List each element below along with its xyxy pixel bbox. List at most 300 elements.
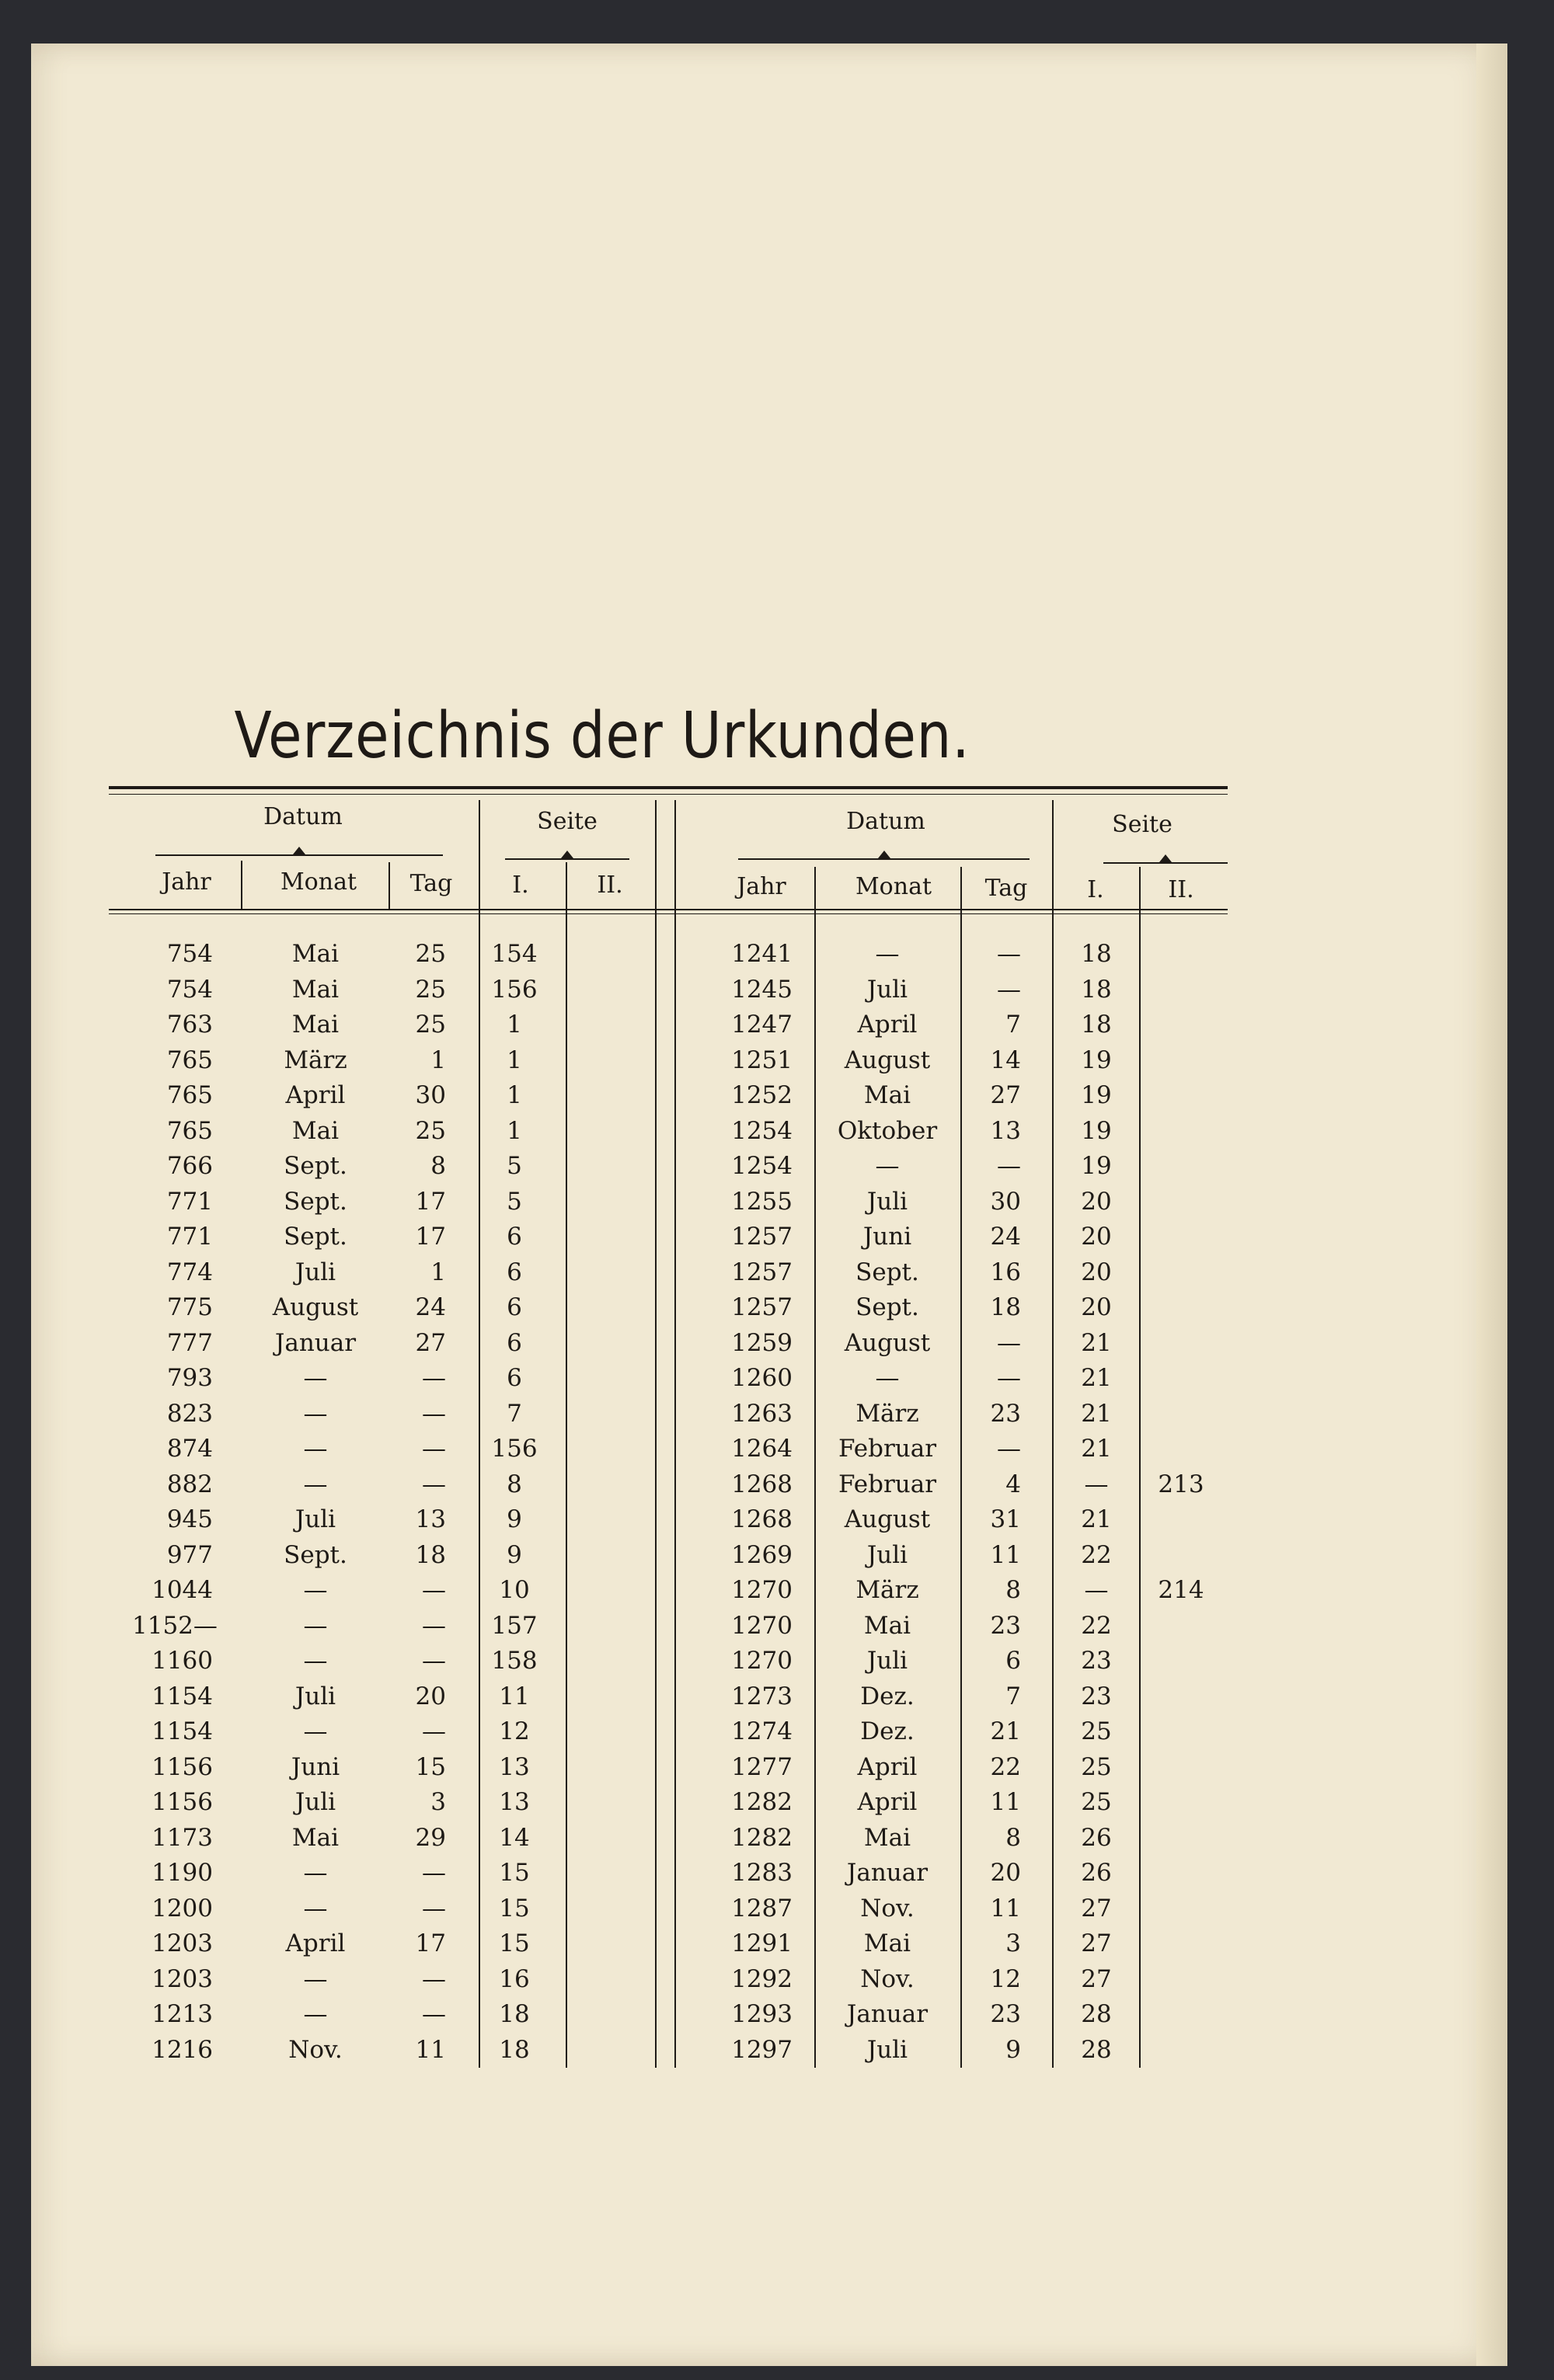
cell-tag: 8 [1005,1823,1021,1852]
cell-seite-ii [1142,1078,1220,1113]
cell-seite-i: 19 [1081,1081,1112,1109]
cell-seite-ii [1142,1856,1220,1891]
cell-monat: Mai [291,940,340,968]
cell-jahr: 775 [166,1293,213,1321]
cell-seite-i: 15 [499,1859,530,1887]
cell-seite-i: 25 [1081,1717,1112,1745]
cell-seite-ii [1142,1397,1220,1432]
cell-seite-ii [1142,1432,1220,1467]
cell-jahr: 793 [166,1364,213,1392]
cell-jahr: 1268 [731,1505,793,1533]
cell-monat: Juli [294,1788,336,1816]
table-row-right [0,1785,1476,1820]
cell-monat: Juli [294,1682,336,1710]
table-row-right [0,1997,1476,2032]
cell-jahr: 1264 [731,1435,793,1463]
cell-seite-i: 21 [1081,1399,1112,1428]
cell-seite-i: 18 [1081,975,1112,1004]
cell-monat: Februar [838,1435,937,1463]
cell-tag: 20 [415,1682,446,1710]
cell-tag: 31 [990,1505,1021,1533]
table-row-right [0,1750,1476,1785]
cell-tag: 17 [415,1223,446,1251]
table-row-right [0,1397,1476,1432]
header-jahr-left: Jahr [162,868,211,896]
cell-seite-ii: 213 [1158,1470,1204,1498]
cell-seite-ii [1142,1149,1220,1184]
cell-seite-i: 157 [491,1611,538,1640]
cell-monat: Oktober [837,1116,938,1145]
cell-tag: — [422,1859,446,1887]
col-rule [241,861,242,909]
cell-monat: Sept. [855,1258,919,1286]
cell-tag: 1 [430,1046,446,1074]
cell-seite-i: 19 [1081,1116,1112,1145]
cell-monat: Mai [863,1611,911,1640]
cell-seite-i: 7 [507,1399,522,1428]
cell-tag: 3 [1005,1929,1021,1957]
cell-tag: 3 [430,1788,446,1816]
cell-monat: — [875,1364,900,1392]
cell-tag: 30 [415,1081,446,1109]
cell-monat: — [303,1964,328,1993]
cell-monat: — [303,1364,328,1392]
cell-seite-i: 6 [507,1293,522,1321]
cell-seite-i: 6 [507,1328,522,1357]
cell-tag: 18 [990,1293,1021,1321]
cell-seite-i: 28 [1081,2000,1112,2028]
cell-seite-i: — [1084,1576,1109,1604]
cell-jahr: 1251 [731,1046,793,1074]
cell-seite-i: 23 [1081,1647,1112,1675]
cell-tag: 11 [990,1540,1021,1569]
cell-seite-i: 16 [499,1964,530,1993]
cell-seite-i: 20 [1081,1258,1112,1286]
cell-tag: 25 [415,940,446,968]
cell-seite-i: 1 [507,1081,522,1109]
cell-jahr: 1203 [152,1929,213,1957]
cell-tag: — [422,1964,446,1993]
table-top-rule-thin [109,794,1228,795]
cell-monat: Januar [274,1328,357,1357]
cell-tag: — [422,1717,446,1745]
table-row-right [0,1714,1476,1749]
cell-jahr: 1257 [731,1223,793,1251]
cell-tag: 11 [415,2035,446,2064]
cell-monat: Januar [846,1859,929,1887]
cell-seite-ii [1142,1679,1220,1714]
cell-monat: Dez. [860,1682,915,1710]
cell-seite-i: 10 [499,1576,530,1604]
cell-jahr: 1287 [731,1894,793,1922]
cell-jahr: 1156 [152,1752,213,1781]
cell-monat: Mai [291,1011,340,1039]
table-row-right [0,1891,1476,1926]
cell-seite-i: 18 [499,2000,530,2028]
cell-jahr: 1173 [152,1823,213,1852]
cell-monat: — [303,1894,328,1922]
cell-jahr: 1270 [731,1647,793,1675]
cell-monat: April [857,1788,918,1816]
cell-monat: März [855,1576,919,1604]
cell-tag: — [997,1364,1021,1392]
cell-monat: Mai [863,1081,911,1109]
table-row-right [0,1502,1476,1537]
cell-monat: Juli [294,1258,336,1286]
cell-monat: Dez. [860,1717,915,1745]
cell-seite-i: — [1084,1470,1109,1498]
cell-seite-ii [1142,1821,1220,1856]
table-row-right [0,1114,1476,1149]
cell-jahr: 1241 [731,940,793,968]
cell-seite-ii: 214 [1158,1576,1204,1604]
cell-jahr: 1283 [731,1859,793,1887]
cell-monat: Mai [863,1823,911,1852]
cell-seite-i: 20 [1081,1293,1112,1321]
cell-seite-i: 6 [507,1364,522,1392]
cell-jahr: 766 [166,1152,213,1180]
table-row-right [0,1467,1476,1502]
table-row-right [0,1644,1476,1679]
cell-tag: — [422,1576,446,1604]
cell-monat: Juli [294,1505,336,1533]
cell-seite-ii [1142,1185,1220,1220]
cell-tag: 7 [1005,1682,1021,1710]
cell-jahr: 1259 [731,1328,793,1357]
cell-seite-ii [1142,1326,1220,1361]
table-row-right [0,1220,1476,1254]
cell-seite-i: 20 [1081,1187,1112,1216]
cell-jahr: 1216 [152,2035,213,2064]
page-title: Verzeichnis der Urkunden. [234,699,970,773]
table-row-right [0,1962,1476,1997]
cell-seite-i: 26 [1081,1859,1112,1887]
cell-monat: August [844,1046,931,1074]
cell-seite-i: 25 [1081,1752,1112,1781]
cell-tag: 11 [990,1788,1021,1816]
table-row-right [0,1078,1476,1113]
table-row-right [0,1149,1476,1184]
cell-seite-i: 5 [507,1152,522,1180]
cell-seite-ii [1142,1609,1220,1644]
table-row-right [0,1926,1476,1961]
cell-tag: 23 [990,1399,1021,1428]
cell-monat: August [844,1328,931,1357]
cell-jahr: 1154 [152,1717,213,1745]
cell-seite-i: 18 [1081,940,1112,968]
cell-tag: 25 [415,975,446,1004]
cell-tag: — [997,940,1021,968]
cell-tag: — [997,1435,1021,1463]
cell-jahr: 1190 [152,1859,213,1887]
cell-jahr: 754 [166,940,213,968]
table-row-right [0,1255,1476,1290]
cell-seite-i: 27 [1081,1894,1112,1922]
cell-seite-i: 1 [507,1116,522,1145]
cell-monat: Mai [291,1823,340,1852]
table-row-right [0,973,1476,1007]
cell-seite-i: 156 [491,1435,538,1463]
cell-seite-i: 23 [1081,1682,1112,1710]
cell-seite-ii [1142,1644,1220,1679]
cell-seite-i: 20 [1081,1223,1112,1251]
cell-jahr: 1245 [731,975,793,1004]
cell-seite-i: 6 [507,1258,522,1286]
cell-tag: 15 [415,1752,446,1781]
table-row-right [0,1432,1476,1467]
cell-tag: 20 [990,1859,1021,1887]
cell-tag: 7 [1005,1011,1021,1039]
cell-seite-ii [1142,1255,1220,1290]
cell-jahr: 1252 [731,1081,793,1109]
cell-seite-i: 8 [507,1470,522,1498]
cell-tag: 29 [415,1823,446,1852]
header-monat-right: Monat [855,873,932,900]
table-top-rule [109,786,1228,789]
cell-seite-ii [1142,1043,1220,1078]
cell-jahr: 977 [166,1540,213,1569]
cell-jahr: 945 [166,1505,213,1533]
cell-tag: — [997,1328,1021,1357]
cell-seite-i: 13 [499,1788,530,1816]
cell-tag: 13 [990,1116,1021,1145]
cell-tag: 8 [1005,1576,1021,1604]
cell-tag: 16 [990,1258,1021,1286]
cell-jahr: 1293 [731,2000,793,2028]
cell-monat: Juli [866,1647,908,1675]
brace-datum-left [155,854,443,870]
cell-monat: Januar [846,2000,929,2028]
table-row-right [0,1185,1476,1220]
table-row-right [0,1679,1476,1714]
header-tag-right: Tag [984,875,1028,902]
cell-seite-ii [1142,1962,1220,1997]
cell-monat: — [303,1647,328,1675]
cell-seite-i: 1 [507,1011,522,1039]
cell-tag: — [422,1611,446,1640]
table-row-right [0,1856,1476,1891]
cell-tag: — [422,2000,446,2028]
cell-monat: — [303,1859,328,1887]
cell-jahr: 1277 [731,1752,793,1781]
cell-seite-i: 13 [499,1752,530,1781]
cell-seite-i: 19 [1081,1152,1112,1180]
cell-tag: — [997,975,1021,1004]
cell-seite-i: 28 [1081,2035,1112,2064]
cell-jahr: 1282 [731,1788,793,1816]
cell-jahr: 1274 [731,1717,793,1745]
cell-seite-i: 21 [1081,1435,1112,1463]
cell-monat: — [303,1399,328,1428]
cell-tag: 23 [990,2000,1021,2028]
cell-monat: Juni [862,1223,912,1251]
cell-seite-i: 9 [507,1540,522,1569]
cell-jahr: 1260 [731,1364,793,1392]
cell-seite-ii [1142,1502,1220,1537]
cell-tag: 12 [990,1964,1021,1993]
cell-jahr: 1200 [152,1894,213,1922]
cell-tag: 4 [1005,1470,1021,1498]
cell-seite-ii [1142,1997,1220,2032]
cell-jahr: 1291 [731,1929,793,1957]
cell-tag: 14 [990,1046,1021,1074]
cell-tag: 24 [990,1223,1021,1251]
header-jahr-right: Jahr [737,873,786,900]
cell-tag: 6 [1005,1647,1021,1675]
cell-seite-i: 158 [491,1647,538,1675]
page-edge [1476,43,1507,2366]
cell-jahr: 1263 [731,1399,793,1428]
brace-datum-right [738,858,1030,874]
cell-seite-i: 6 [507,1223,522,1251]
cell-seite-i: 1 [507,1046,522,1074]
cell-tag: 18 [415,1540,446,1569]
cell-jahr: 1152— [132,1611,218,1640]
cell-tag: 27 [990,1081,1021,1109]
cell-seite-i: 156 [491,975,538,1004]
cell-seite-i: 27 [1081,1964,1112,1993]
cell-tag: — [422,1647,446,1675]
table-row-right [0,1538,1476,1573]
table-row-right [0,2033,1476,2068]
cell-seite-ii [1142,1926,1220,1961]
cell-seite-i: 5 [507,1187,522,1216]
header-seite-ii-right: II. [1168,876,1194,903]
cell-jahr: 882 [166,1470,213,1498]
cell-tag: — [997,1152,1021,1180]
header-seite-right: Seite [1112,811,1172,838]
cell-monat: Nov. [860,1964,915,1993]
cell-jahr: 1203 [152,1964,213,1993]
cell-monat: Juli [866,2035,908,2064]
cell-jahr: 1254 [731,1116,793,1145]
cell-jahr: 1213 [152,2000,213,2028]
header-datum-right: Datum [846,808,925,835]
cell-monat: Sept. [284,1540,347,1569]
cell-monat: April [285,1081,346,1109]
cell-seite-ii [1142,1220,1220,1254]
cell-jahr: 1156 [152,1788,213,1816]
header-seite-left: Seite [537,808,598,835]
cell-tag: 21 [990,1717,1021,1745]
cell-jahr: 774 [166,1258,213,1286]
cell-monat: Juni [291,1752,340,1781]
cell-jahr: 1270 [731,1576,793,1604]
cell-jahr: 754 [166,975,213,1004]
cell-tag: 8 [430,1152,446,1180]
table-row-right [0,937,1476,972]
cell-jahr: 1297 [731,2035,793,2064]
brace-seite-right [1103,862,1228,878]
cell-seite-i: 22 [1081,1540,1112,1569]
cell-monat: — [303,1435,328,1463]
cell-jahr: 1282 [731,1823,793,1852]
cell-tag: 25 [415,1011,446,1039]
cell-seite-i: 25 [1081,1788,1112,1816]
cell-seite-i: 154 [491,940,538,968]
cell-seite-ii [1142,2033,1220,2068]
cell-seite-i: 15 [499,1929,530,1957]
cell-seite-ii [1142,937,1220,972]
cell-monat: Nov. [288,2035,343,2064]
cell-jahr: 771 [166,1223,213,1251]
cell-tag: 25 [415,1116,446,1145]
cell-seite-i: 22 [1081,1611,1112,1640]
cell-jahr: 1044 [152,1576,213,1604]
cell-monat: März [284,1046,347,1074]
cell-tag: 30 [990,1187,1021,1216]
cell-seite-ii [1142,973,1220,1007]
cell-monat: Nov. [860,1894,915,1922]
cell-jahr: 1254 [731,1152,793,1180]
cell-monat: Februar [838,1470,937,1498]
cell-seite-i: 15 [499,1894,530,1922]
cell-tag: — [422,1894,446,1922]
cell-seite-i: 12 [499,1717,530,1745]
cell-seite-i: 9 [507,1505,522,1533]
cell-jahr: 763 [166,1011,213,1039]
cell-seite-i: 21 [1081,1328,1112,1357]
cell-seite-i: 26 [1081,1823,1112,1852]
cell-monat: Juli [866,1187,908,1216]
table-row-right [0,1573,1476,1608]
cell-monat: — [303,1717,328,1745]
cell-monat: — [303,2000,328,2028]
cell-seite-ii [1142,1750,1220,1785]
cell-jahr: 1257 [731,1258,793,1286]
cell-seite-i: 18 [499,2035,530,2064]
cell-monat: März [855,1399,919,1428]
cell-tag: 13 [415,1505,446,1533]
cell-jahr: 765 [166,1046,213,1074]
header-seite-i-right: I. [1087,876,1104,903]
cell-seite-ii [1142,1538,1220,1573]
cell-seite-ii [1142,1714,1220,1749]
cell-seite-i: 21 [1081,1364,1112,1392]
cell-tag: 9 [1005,2035,1021,2064]
header-seite-i-left: I. [512,872,529,899]
cell-tag: 17 [415,1929,446,1957]
cell-monat: Sept. [284,1223,347,1251]
cell-monat: Juli [866,1540,908,1569]
cell-jahr: 823 [166,1399,213,1428]
cell-monat: Sept. [284,1152,347,1180]
cell-monat: April [857,1011,918,1039]
cell-seite-i: 27 [1081,1929,1112,1957]
cell-monat: Mai [863,1929,911,1957]
table-row-right [0,1361,1476,1396]
cell-seite-ii [1142,1361,1220,1396]
header-datum-left: Datum [263,803,343,830]
cell-seite-i: 11 [499,1682,530,1710]
cell-jahr: 1270 [731,1611,793,1640]
cell-monat: April [285,1929,346,1957]
cell-jahr: 765 [166,1116,213,1145]
cell-monat: Sept. [284,1187,347,1216]
cell-seite-i: 21 [1081,1505,1112,1533]
cell-monat: — [875,940,900,968]
header-seite-ii-left: II. [597,872,623,899]
table-row-right [0,1326,1476,1361]
cell-jahr: 1268 [731,1470,793,1498]
cell-tag: 27 [415,1328,446,1357]
cell-jahr: 1247 [731,1011,793,1039]
cell-monat: — [303,1576,328,1604]
cell-jahr: 777 [166,1328,213,1357]
cell-monat: August [844,1505,931,1533]
cell-tag: 1 [430,1258,446,1286]
col-rule [388,862,390,910]
